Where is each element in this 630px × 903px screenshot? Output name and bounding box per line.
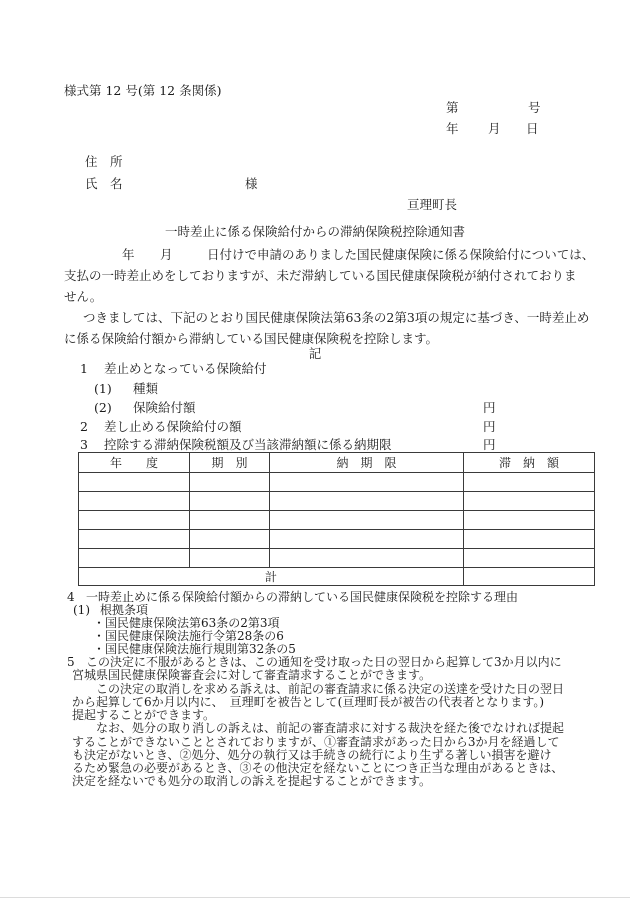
appeal-text-line: この決定に不服があるときは、この通知を受け取った日の翌日から起算して3か月以内に <box>86 655 562 669</box>
form-number: 様式第 12 号(第 12 条関係) <box>64 83 222 98</box>
table-row <box>79 530 595 549</box>
intro-paragraph-line: つきましては、下記のとおり国民健康保険法第63条の2第3項の規定に基づき、一時差止め <box>83 310 590 325</box>
intro-year-blank-label: 年 <box>122 247 135 262</box>
item-4-1-number: (1) <box>73 603 90 617</box>
appeal-text-line: 提起することができます。 <box>72 708 216 722</box>
issue-date-year-label: 年 <box>446 121 459 136</box>
table-total-row <box>79 568 595 586</box>
cell-arrears-amount <box>464 473 595 492</box>
cell-period <box>190 549 270 568</box>
table-row <box>79 492 595 511</box>
cell-arrears-amount <box>464 511 595 530</box>
recipient-address-label: 住 所 <box>85 154 123 169</box>
item-3-yen-unit: 円 <box>483 437 496 452</box>
item-1-2-number: (2) <box>94 400 112 415</box>
table-header-row <box>79 453 595 473</box>
issue-date-month-label: 月 <box>488 121 501 136</box>
cell-fiscal-year <box>79 492 190 511</box>
intro-paragraph-line: 支払の一時差止めをしておりますが、未だ滞納している国民健康保険税が納付されておりま <box>64 268 577 283</box>
cell-arrears-amount <box>464 530 595 549</box>
record-marker: 記 <box>308 346 322 361</box>
recipient-name-label: 氏 名 <box>85 176 123 191</box>
col-header-due-date: 納 期 限 <box>270 453 464 473</box>
col-header-period: 期 別 <box>190 453 270 473</box>
cell-arrears-amount <box>464 549 595 568</box>
item-3-number: 3 <box>80 437 88 452</box>
item-4-text: 一時差止めに係る保険給付額からの滞納している国民健康保険税を控除する理由 <box>86 590 519 604</box>
total-label: 計 <box>79 568 464 586</box>
cell-total-arrears-amount <box>464 568 595 586</box>
item-1-text: 差止めとなっている保険給付 <box>104 361 267 376</box>
document-title: 一時差止に係る保険給付からの滞納保険税控除通知書 <box>164 224 465 239</box>
appeal-text-line: 宮城県国民健康保険審査会に対して審査請求することができます。 <box>72 668 432 682</box>
doc-number-prefix-label: 第 <box>446 100 459 115</box>
col-header-arrears-amount: 滞 納 額 <box>464 453 595 473</box>
item-1-2-yen-unit: 円 <box>483 400 496 415</box>
cell-fiscal-year <box>79 473 190 492</box>
appeal-text-line: することができないこととされておりますが、①審査請求があった日から3か月を経過して <box>72 735 560 749</box>
item-5-number: 5 <box>67 655 75 669</box>
cell-fiscal-year <box>79 549 190 568</box>
sender-title: 亘理町長 <box>407 197 458 212</box>
appeal-text-line: なお、処分の取り消しの訴えは、前記の審査請求に対する裁決を経た後でなければ提起 <box>96 721 565 735</box>
appeal-text-line: も決定がないとき、②処分、処分の執行又は手続きの続行により生ずる著しい損害を避け <box>72 748 552 762</box>
doc-number-suffix-label: 号 <box>528 100 541 115</box>
cell-fiscal-year <box>79 530 190 549</box>
appeal-text-line: この決定の取消しを求める訴えは、前記の審査請求に係る決定の送達を受けた日の翌日 <box>96 682 565 696</box>
table-row <box>79 473 595 492</box>
item-3-text: 控除する滞納保険税額及び当該滞納額に係る納期限 <box>104 437 392 452</box>
cell-due-date <box>270 492 464 511</box>
legal-basis-bullet: ・国民健康保険法第63条の2第3項 <box>93 616 280 630</box>
issue-date-day-label: 日 <box>526 121 539 136</box>
cell-due-date <box>270 530 464 549</box>
intro-paragraph-line: せん。 <box>64 289 103 304</box>
item-2-yen-unit: 円 <box>483 419 496 434</box>
intro-month-blank-label: 月 <box>160 247 173 262</box>
table-row <box>79 549 595 568</box>
item-4-number: 4 <box>67 590 75 604</box>
cell-period <box>190 530 270 549</box>
item-1-1-number: (1) <box>94 381 112 396</box>
item-2-text: 差し止める保険給付の額 <box>104 419 242 434</box>
item-4-1-text: 根拠条項 <box>100 603 149 617</box>
item-1-1-text: 種類 <box>133 381 159 396</box>
cell-due-date <box>270 549 464 568</box>
cell-period <box>190 492 270 511</box>
legal-basis-bullet: ・国民健康保険法施行令第28条の6 <box>93 629 284 643</box>
legal-basis-bullet: ・国民健康保険法施行規則第32条の5 <box>93 642 296 656</box>
col-header-fiscal-year: 年 度 <box>79 453 190 473</box>
appeal-text-line: 決定を経ないでも処分の取消しの訴えを提起することができます。 <box>72 774 432 788</box>
appeal-text-line: から起算して6か月以内に、 亘理町を被告として(亘理町長が被告の代表者となります。) <box>72 695 545 709</box>
cell-period <box>190 511 270 530</box>
item-2-number: 2 <box>80 419 88 434</box>
arrears-table <box>78 452 595 586</box>
intro-paragraph-line: に係る保険給付額から滞納している国民健康保険税を控除します。 <box>64 331 439 346</box>
recipient-honorific-label: 様 <box>245 176 258 191</box>
intro-paragraph-line: 日付けで申請のありました国民健康保険に係る保険給付については、 <box>207 247 595 262</box>
item-1-number: 1 <box>80 361 88 376</box>
appeal-text-line: るため緊急の必要があるとき、③その他決定を経ないことにつき正当な理由があるときは、 <box>72 761 564 775</box>
table-row <box>79 511 595 530</box>
cell-arrears-amount <box>464 492 595 511</box>
page-bottom-edge <box>0 897 630 898</box>
cell-period <box>190 473 270 492</box>
cell-due-date <box>270 473 464 492</box>
item-1-2-text: 保険給付額 <box>133 400 196 415</box>
cell-due-date <box>270 511 464 530</box>
cell-fiscal-year <box>79 511 190 530</box>
